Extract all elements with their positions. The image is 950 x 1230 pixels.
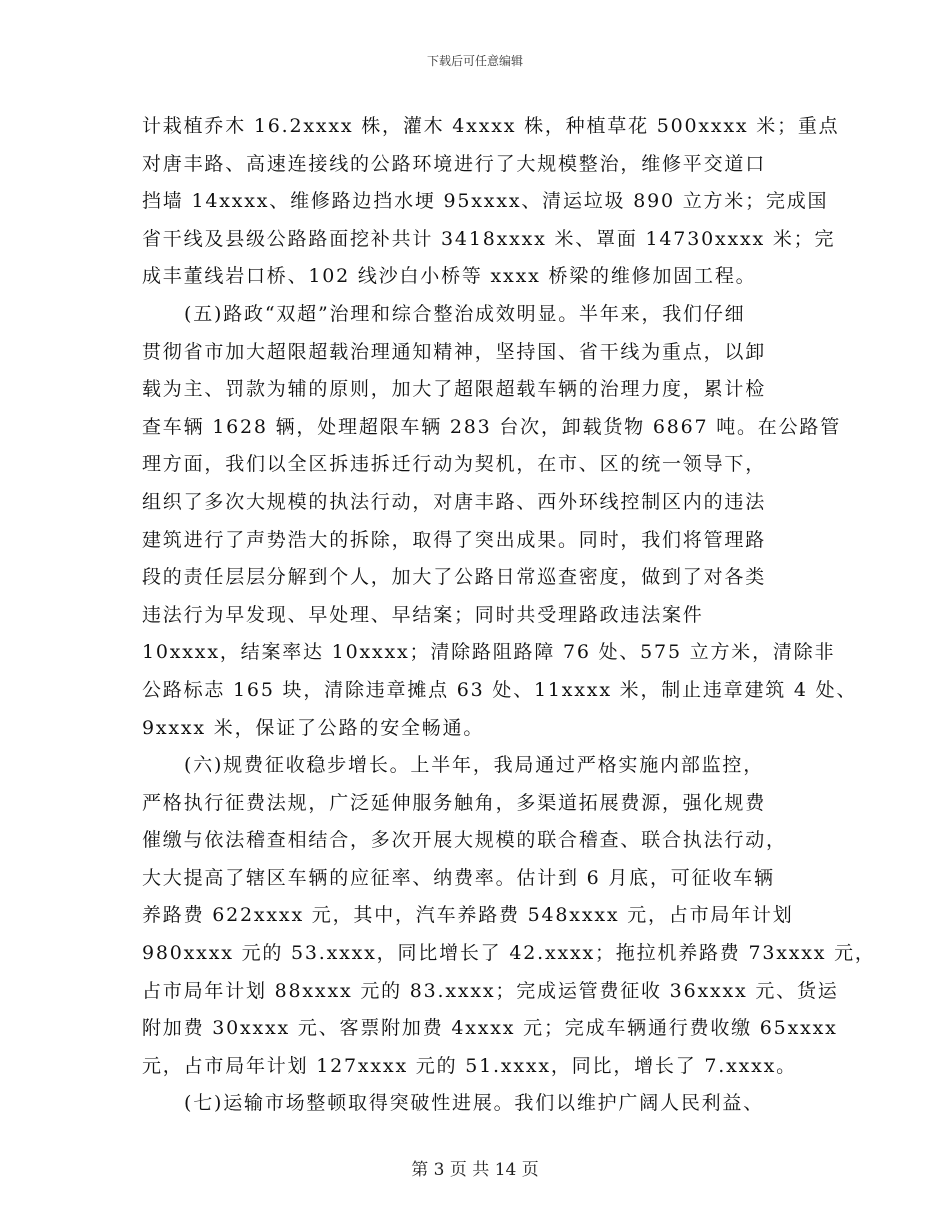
- text-line: 附加费 30xxxx 元、客票附加费 4xxxx 元；完成车辆通行费收缴 65xxxx: [142, 1017, 838, 1040]
- paragraph-start-line: (六)规费征收稳步增长。上半年，我局通过严格实施内部监控，: [184, 754, 765, 777]
- text-line: 10xxxx，结案率达 10xxxx；清除路阻路障 76 处、575 立方米，清除非: [142, 641, 836, 664]
- text-line: 980xxxx 元的 53.xxxx，同比增长了 42.xxxx；拖拉机养路费 73xxxx 元，: [142, 942, 876, 965]
- text-line: 计栽植乔木 16.2xxxx 株，灌木 4xxxx 株，种植草花 500xxxx 米；重点: [142, 115, 840, 137]
- text-line: 养路费 622xxxx 元，其中，汽车养路费 548xxxx 元，占市局年计划: [142, 904, 794, 927]
- text-line: 占市局年计划 88xxxx 元的 83.xxxx；完成运管费征收 36xxxx 元、货运: [142, 979, 839, 1002]
- text-line: 贯彻省市加大超限超载治理通知精神，坚持国、省干线为重点，以卸: [142, 340, 767, 363]
- text-line: 对唐丰路、高速连接线的公路环境进行了大规模整治，维修平交道口: [142, 152, 767, 175]
- text-line: 建筑进行了声势浩大的拆除，取得了突出成果。同时，我们将管理路: [142, 528, 767, 551]
- text-line: 载为主、罚款为辅的原则，加大了超限超载车辆的治理力度，累计检: [142, 378, 767, 401]
- text-line: 成丰董线岩口桥、102 线沙白小桥等 xxxx 桥梁的维修加固工程。: [142, 265, 757, 288]
- text-line: 查车辆 1628 辆，处理超限车辆 283 台次，卸载货物 6867 吨。在公路管: [142, 415, 842, 438]
- text-line: 违法行为早发现、早处理、早结案；同时共受理路政违法案件: [142, 603, 704, 626]
- text-line: 催缴与依法稽查相结合，多次开展大规模的联合稽查、联合执法行动，: [142, 829, 787, 852]
- text-line: 组织了多次大规模的执法行动，对唐丰路、西外环线控制区内的违法: [142, 490, 767, 513]
- text-line: 大大提高了辖区车辆的应征率、纳费率。估计到 6 月底，可征收车辆: [142, 866, 775, 889]
- paragraph-start-line: (七)运输市场整顿取得突破性进展。我们以维护广阔人民利益、: [184, 1092, 765, 1115]
- paragraph-start-line: (五)路政“双超”治理和综合整治成效明显。半年来，我们仔细: [184, 302, 746, 325]
- page-header: 下载后可任意编辑: [426, 54, 523, 68]
- text-line: 元，占市局年计划 127xxxx 元的 51.xxxx，同比，增长了 7.xxxx。: [142, 1054, 797, 1077]
- document-body: [142, 108, 876, 1123]
- text-line: 段的责任层层分解到个人，加大了公路日常巡查密度，做到了对各类: [142, 566, 767, 589]
- page-footer: 第 3 页 共 14 页: [411, 1160, 539, 1180]
- text-line: 省干线及县级公路路面挖补共计 3418xxxx 米、罩面 14730xxxx 米；完: [142, 227, 836, 250]
- text-line: 9xxxx 米，保证了公路的安全畅通。: [142, 716, 485, 739]
- text-line: 严格执行征费法规，广泛延伸服务触角，多渠道拓展费源，强化规费: [142, 791, 767, 814]
- text-line: 挡墙 14xxxx、维修路边挡水埂 95xxxx、清运垃圾 890 立方米；完成国: [142, 190, 829, 213]
- text-line: 理方面，我们以全区拆违拆迁行动为契机，在市、区的统一领导下，: [142, 453, 767, 476]
- text-line: 公路标志 165 块，清除违章摊点 63 处、11xxxx 米，制止违章建筑 4 处、: [142, 678, 858, 701]
